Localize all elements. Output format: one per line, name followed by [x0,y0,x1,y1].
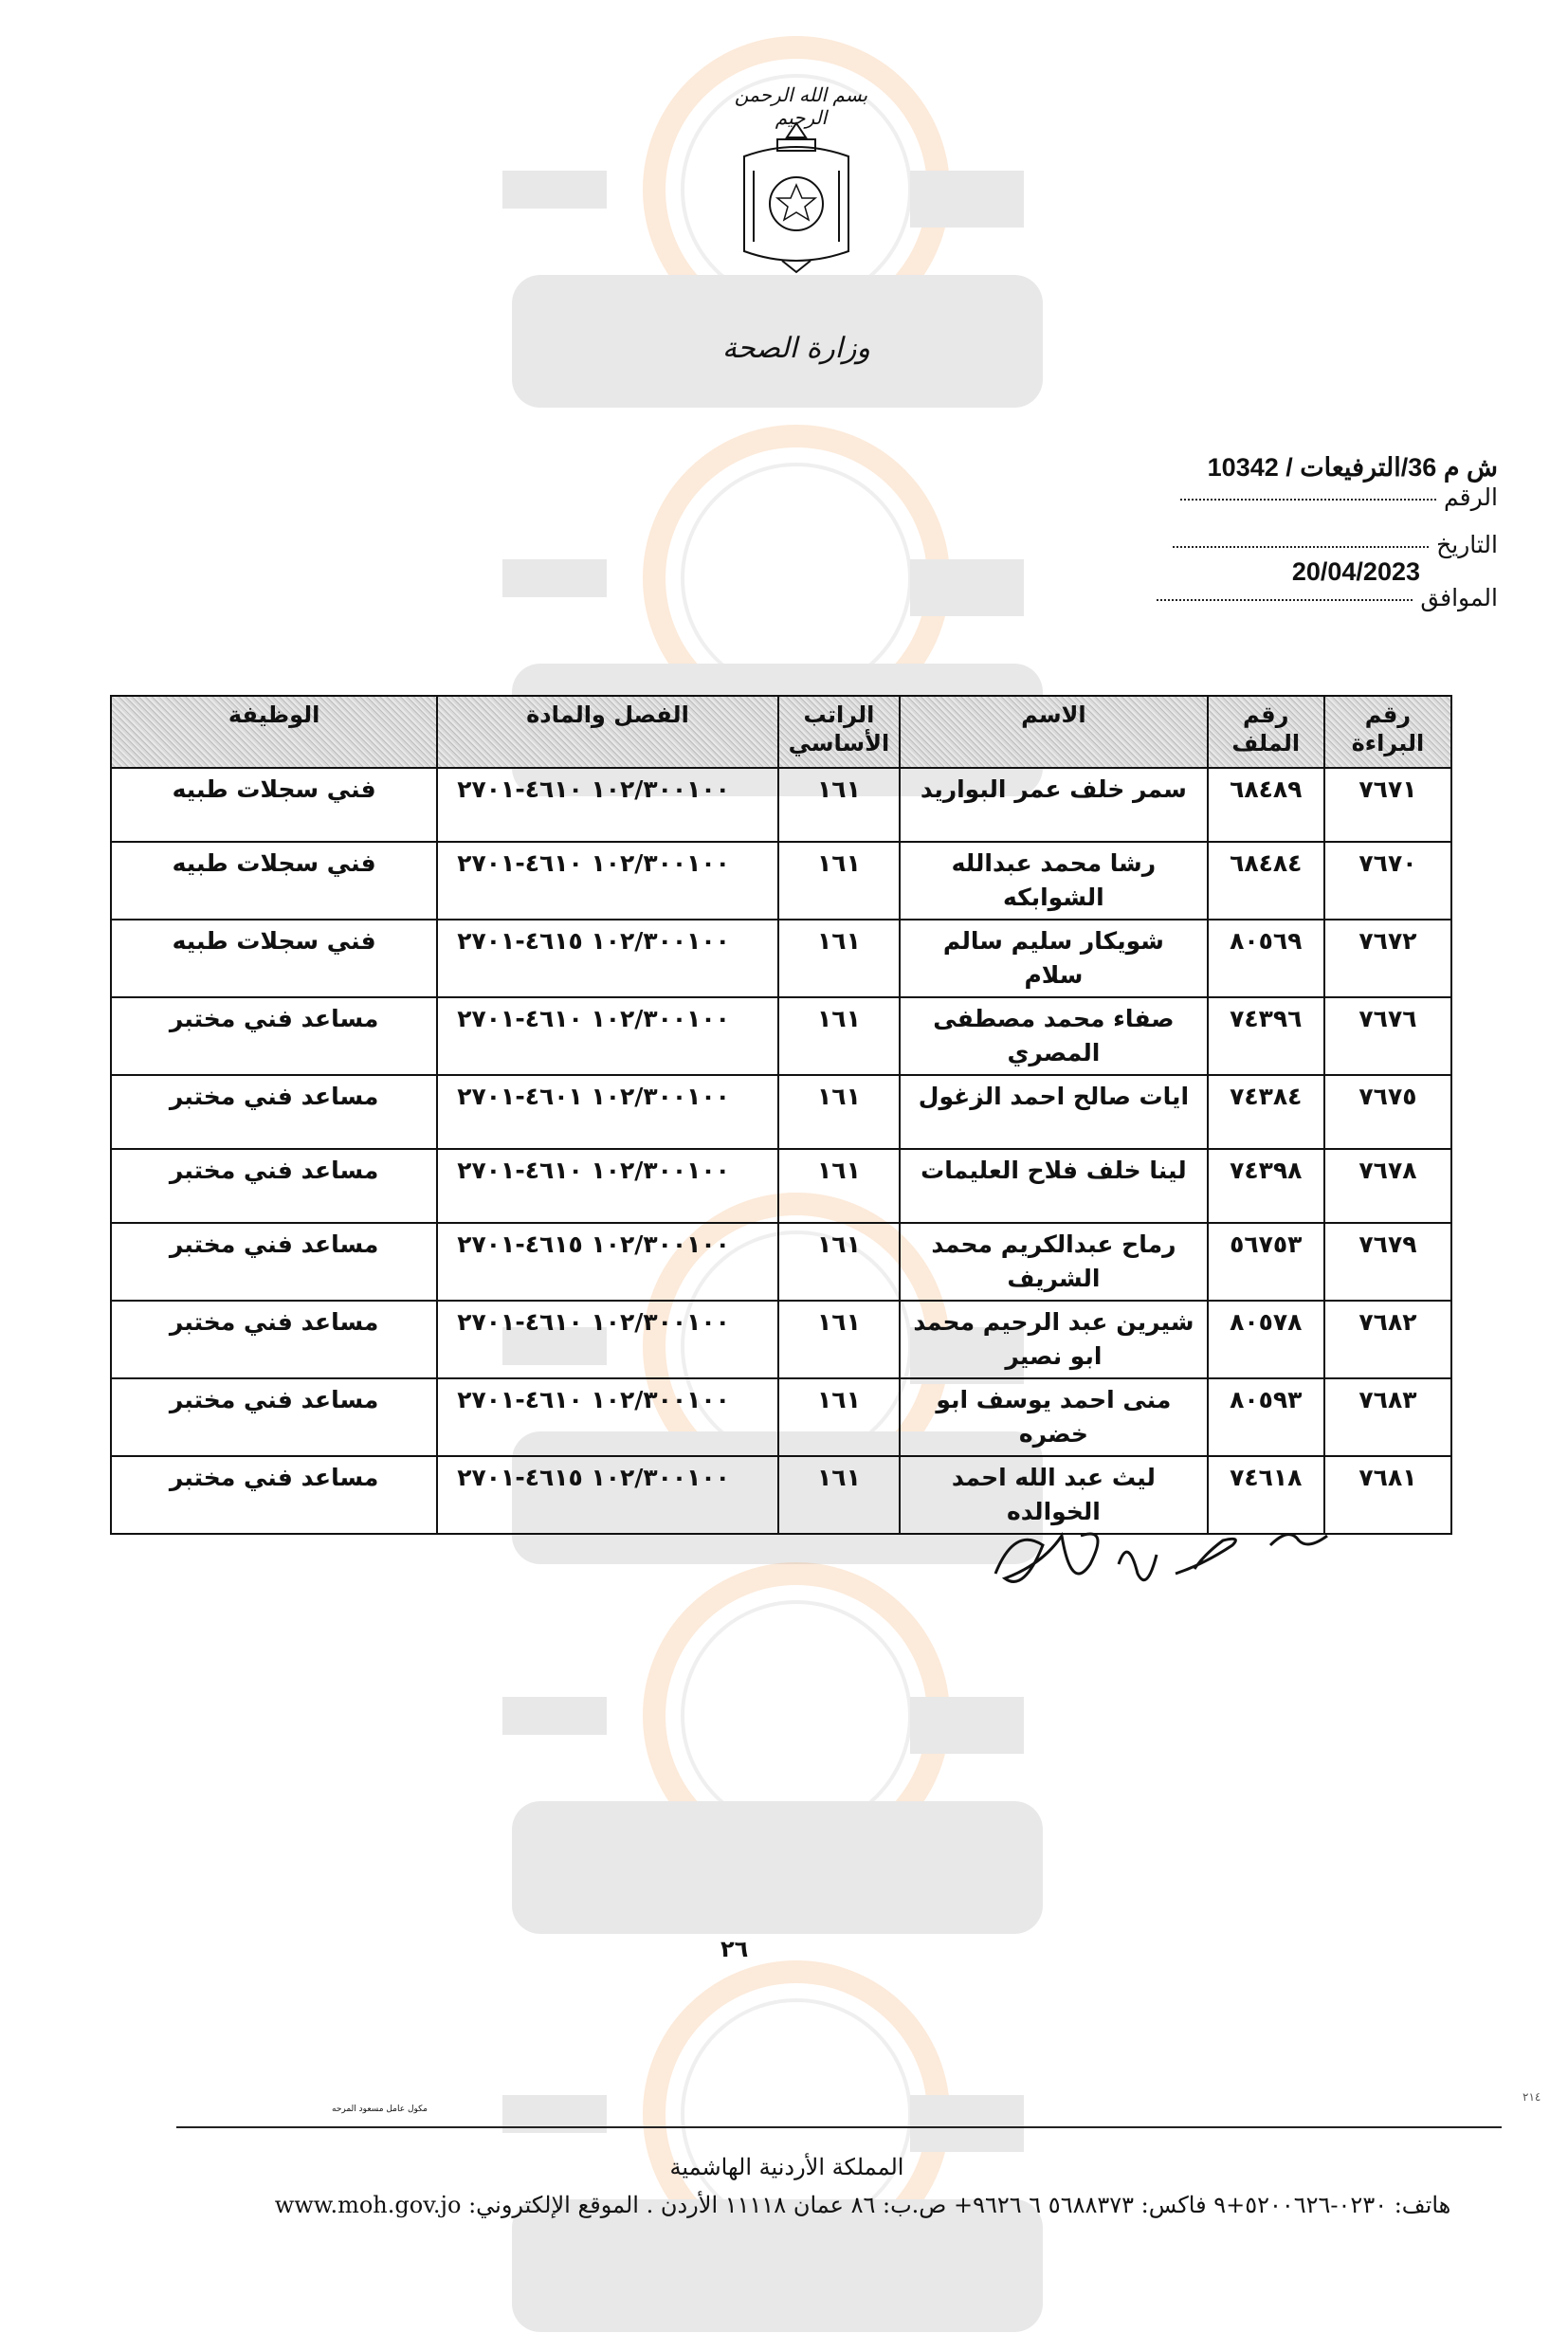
cell-cert-number: ٧٦٧٦ [1324,997,1451,1075]
cell-employee-name: شويكار سليم سالم سلام [900,920,1207,997]
cell-job-title: مساعد فني مختبر [111,1149,437,1223]
cell-basic-salary: ١٦١ [778,997,901,1075]
cell-employee-name: لينا خلف فلاح العليمات [900,1149,1207,1223]
date-label-row [1173,531,1498,559]
cell-file-number: ٨٠٥٦٩ [1208,920,1324,997]
table-row [111,920,1451,997]
table-row [111,1223,1451,1301]
cell-employee-name: شيرين عبد الرحيم محمد ابو نصير [900,1301,1207,1378]
cell-file-number: ٨٠٥٩٣ [1208,1378,1324,1456]
cell-file-number: ٦٨٤٨٩ [1208,768,1324,842]
cell-section-item: ١٠٢/٣٠٠١٠٠ ٤٦١٥-٢٧٠١ [437,920,777,997]
cell-cert-number: ٧٦٧٥ [1324,1075,1451,1149]
cell-employee-name: ايات صالح احمد الزغول [900,1075,1207,1149]
cell-basic-salary: ١٦١ [778,1075,901,1149]
header-job: الوظيفة [111,696,437,768]
cell-basic-salary: ١٦١ [778,768,901,842]
cell-file-number: ٥٦٧٥٣ [1208,1223,1324,1301]
header-cert-number: رقم البراءة [1324,696,1451,768]
cell-section-item: ١٠٢/٣٠٠١٠٠ ٤٦٠١-٢٧٠١ [437,1075,777,1149]
cell-job-title: مساعد فني مختبر [111,997,437,1075]
cell-basic-salary: ١٦١ [778,1456,901,1534]
dotted-line [1180,498,1436,501]
cell-section-item: ١٠٢/٣٠٠١٠٠ ٤٦١٥-٢٧٠١ [437,1456,777,1534]
small-note: مكول عامل مسعود المرحه [332,2105,428,2114]
cell-basic-salary: ١٦١ [778,1301,901,1378]
cell-cert-number: ٧٦٧٩ [1324,1223,1451,1301]
table-row [111,1075,1451,1149]
cell-job-title: فني سجلات طبيه [111,920,437,997]
cell-job-title: مساعد فني مختبر [111,1378,437,1456]
watermark-logo [493,1953,1081,2351]
date-value: 20/04/2023 [1291,557,1420,586]
header-file-number: رقم الملف [1208,696,1324,768]
header-basic-salary: الراتب الأساسي [778,696,901,768]
footer-divider [176,2126,1502,2128]
table-row [111,1149,1451,1223]
cell-job-title: فني سجلات طبيه [111,842,437,920]
reference-number-label: الرقم [1444,484,1498,511]
table-row [111,768,1451,842]
cell-cert-number: ٧٦٧٢ [1324,920,1451,997]
cell-section-item: ١٠٢/٣٠٠١٠٠ ٤٦١٠-٢٧٠١ [437,1149,777,1223]
cell-section-item: ١٠٢/٣٠٠١٠٠ ٤٦١٠-٢٧٠١ [437,1301,777,1378]
page-number: ٢٦ [720,1936,749,1962]
side-mark: ٢١٤ [1522,2090,1541,2104]
cell-job-title: مساعد فني مختبر [111,1456,437,1534]
header-section-item: الفصل والمادة [437,696,777,768]
cell-employee-name: سمر خلف عمر البواريد [900,768,1207,842]
corresponding-label-row [1157,584,1498,612]
cell-basic-salary: ١٦١ [778,1223,901,1301]
cell-employee-name: صفاء محمد مصطفى المصري [900,997,1207,1075]
cell-employee-name: ليث عبد الله احمد الخوالده [900,1456,1207,1534]
cell-section-item: ١٠٢/٣٠٠١٠٠ ٤٦١٠-٢٧٠١ [437,768,777,842]
date-label: التاريخ [1436,532,1498,558]
basmala: بسم الله الرحمن الرحيم [734,83,868,129]
table-row [111,1378,1451,1456]
reference-number-label-row [1180,483,1498,512]
cell-job-title: فني سجلات طبيه [111,768,437,842]
table-row [111,1301,1451,1378]
cell-employee-name: رماح عبدالكريم محمد الشريف [900,1223,1207,1301]
cell-cert-number: ٧٦٧١ [1324,768,1451,842]
cell-basic-salary: ١٦١ [778,1378,901,1456]
cell-basic-salary: ١٦١ [778,842,901,920]
cell-file-number: ٦٨٤٨٤ [1208,842,1324,920]
cell-section-item: ١٠٢/٣٠٠١٠٠ ٤٦١٠-٢٧٠١ [437,997,777,1075]
cell-file-number: ٧٤٦١٨ [1208,1456,1324,1534]
cell-file-number: ٧٤٣٩٨ [1208,1149,1324,1223]
dotted-line [1173,545,1429,548]
promotions-table [110,695,1452,1535]
signature [986,1507,1346,1602]
cell-section-item: ١٠٢/٣٠٠١٠٠ ٤٦١٠-٢٧٠١ [437,1378,777,1456]
table-row [111,842,1451,920]
coat-of-arms-icon [730,118,863,284]
cell-cert-number: ٧٦٧٨ [1324,1149,1451,1223]
cell-basic-salary: ١٦١ [778,920,901,997]
corresponding-label: الموافق [1420,585,1498,611]
cell-cert-number: ٧٦٨٢ [1324,1301,1451,1378]
cell-job-title: مساعد فني مختبر [111,1223,437,1301]
header-name: الاسم [900,696,1207,768]
reference-number: ش م 36/الترفيعات / 10342 [1207,453,1498,482]
cell-cert-number: ٧٦٧٠ [1324,842,1451,920]
watermark-logo [493,1555,1081,1953]
dotted-line [1157,598,1413,601]
cell-section-item: ١٠٢/٣٠٠١٠٠ ٤٦١٠-٢٧٠١ [437,842,777,920]
table-row [111,997,1451,1075]
cell-cert-number: ٧٦٨٣ [1324,1378,1451,1456]
table-header-row [111,696,1451,768]
cell-job-title: مساعد فني مختبر [111,1301,437,1378]
footer-contact: هاتف: ٠٢٣٠-٥٢٠٠٦٢٦+٩ فاكس: ٥٦٨٨٣٧٣ ٦ ٩٦٢٦+ ص.ب: ٨٦ عمان ١١١١٨ الأردن . الموقع الإلكتروني: www.moh.gov.jo [274,2192,1451,2218]
cell-file-number: ٧٤٣٩٦ [1208,997,1324,1075]
footer-country: المملكة الأردنية الهاشمية [669,2154,904,2180]
cell-file-number: ٧٤٣٨٤ [1208,1075,1324,1149]
ministry-name: وزارة الصحة [722,332,870,365]
cell-basic-salary: ١٦١ [778,1149,901,1223]
cell-file-number: ٨٠٥٧٨ [1208,1301,1324,1378]
cell-employee-name: منى احمد يوسف ابو خضره [900,1378,1207,1456]
cell-job-title: مساعد فني مختبر [111,1075,437,1149]
cell-employee-name: رشا محمد عبدالله الشوابكه [900,842,1207,920]
cell-cert-number: ٧٦٨١ [1324,1456,1451,1534]
cell-section-item: ١٠٢/٣٠٠١٠٠ ٤٦١٥-٢٧٠١ [437,1223,777,1301]
